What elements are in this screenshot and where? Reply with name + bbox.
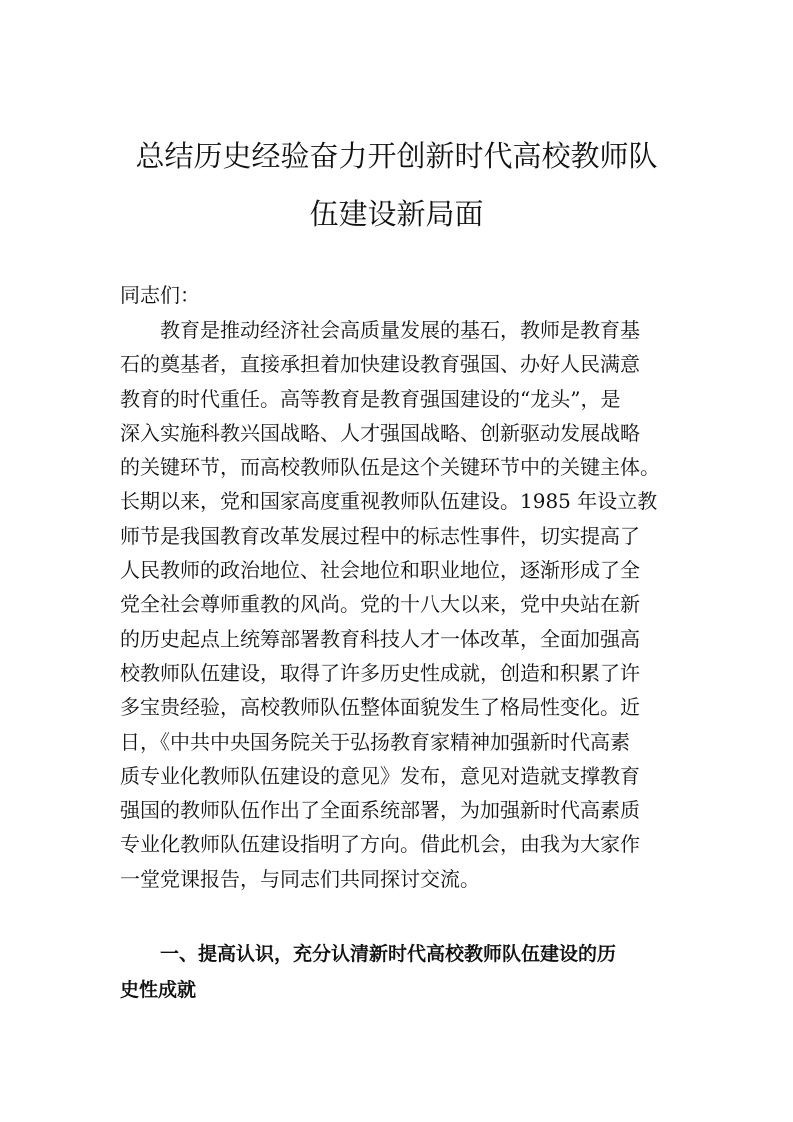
paragraph-line: 师节是我国教育改革发展过程中的标志性事件，切实提高了 <box>120 523 640 548</box>
paragraph-line: 深入实施科教兴国战略、人才强国战略、创新驱动发展战略 <box>120 420 640 445</box>
paragraph-line: 质专业化教师队伍建设的意见》发布，意见对造就支撑教育 <box>120 763 640 788</box>
paragraph-line: 多宝贵经验，高校教师队伍整体面貌发生了格局性变化。近 <box>120 695 640 720</box>
paragraph-line: 校教师队伍建设，取得了许多历史性成就，创造和积累了许 <box>120 660 640 685</box>
paragraph-line: 教育是推动经济社会高质量发展的基石，教师是教育基 <box>160 318 640 342</box>
paragraph-line: 日，《中共中央国务院关于弘扬教育家精神加强新时代高素 <box>120 729 630 754</box>
salutation: 同志们： <box>120 283 200 307</box>
paragraph-line: 一堂党课报告，与同志们共同探讨交流。 <box>120 866 480 891</box>
paragraph-line: 专业化教师队伍建设指明了方向。借此机会，由我为大家作 <box>120 832 640 857</box>
paragraph-line: 的关键环节，而高校教师队伍是这个关键环节中的关键主体。 <box>120 455 660 480</box>
document-title-line-1: 总结历史经验奋力开创新时代高校教师队 <box>135 139 658 173</box>
paragraph-line: 石的奠基者，直接承担着加快建设教育强国、办好人民满意 <box>120 352 640 377</box>
paragraph-line: 长期以来，党和国家高度重视教师队伍建设。1985 年设立教 <box>120 489 658 514</box>
body-paragraph <box>120 313 688 896</box>
section-heading-line-1: 一、提高认识，充分认清新时代高校教师队伍建设的历 <box>160 943 617 965</box>
paragraph-line: 的历史起点上统筹部署教育科技人才一体改革，全面加强高 <box>120 626 640 651</box>
paragraph-line: 人民教师的政治地位、社会地位和职业地位，逐渐形成了全 <box>120 558 640 583</box>
section-heading <box>120 936 616 1008</box>
paragraph-line: 教育的时代重任。高等教育是教育强国建设的“龙头”，是 <box>120 386 621 411</box>
section-heading-line-2: 史性成就 <box>120 979 197 1001</box>
paragraph-line: 党全社会尊师重教的风尚。党的十八大以来，党中央站在新 <box>120 592 640 617</box>
paragraph-line: 强国的教师队伍作出了全面系统部署，为加强新时代高素质 <box>120 798 640 823</box>
document-title-line-2: 伍建设新局面 <box>309 197 484 231</box>
